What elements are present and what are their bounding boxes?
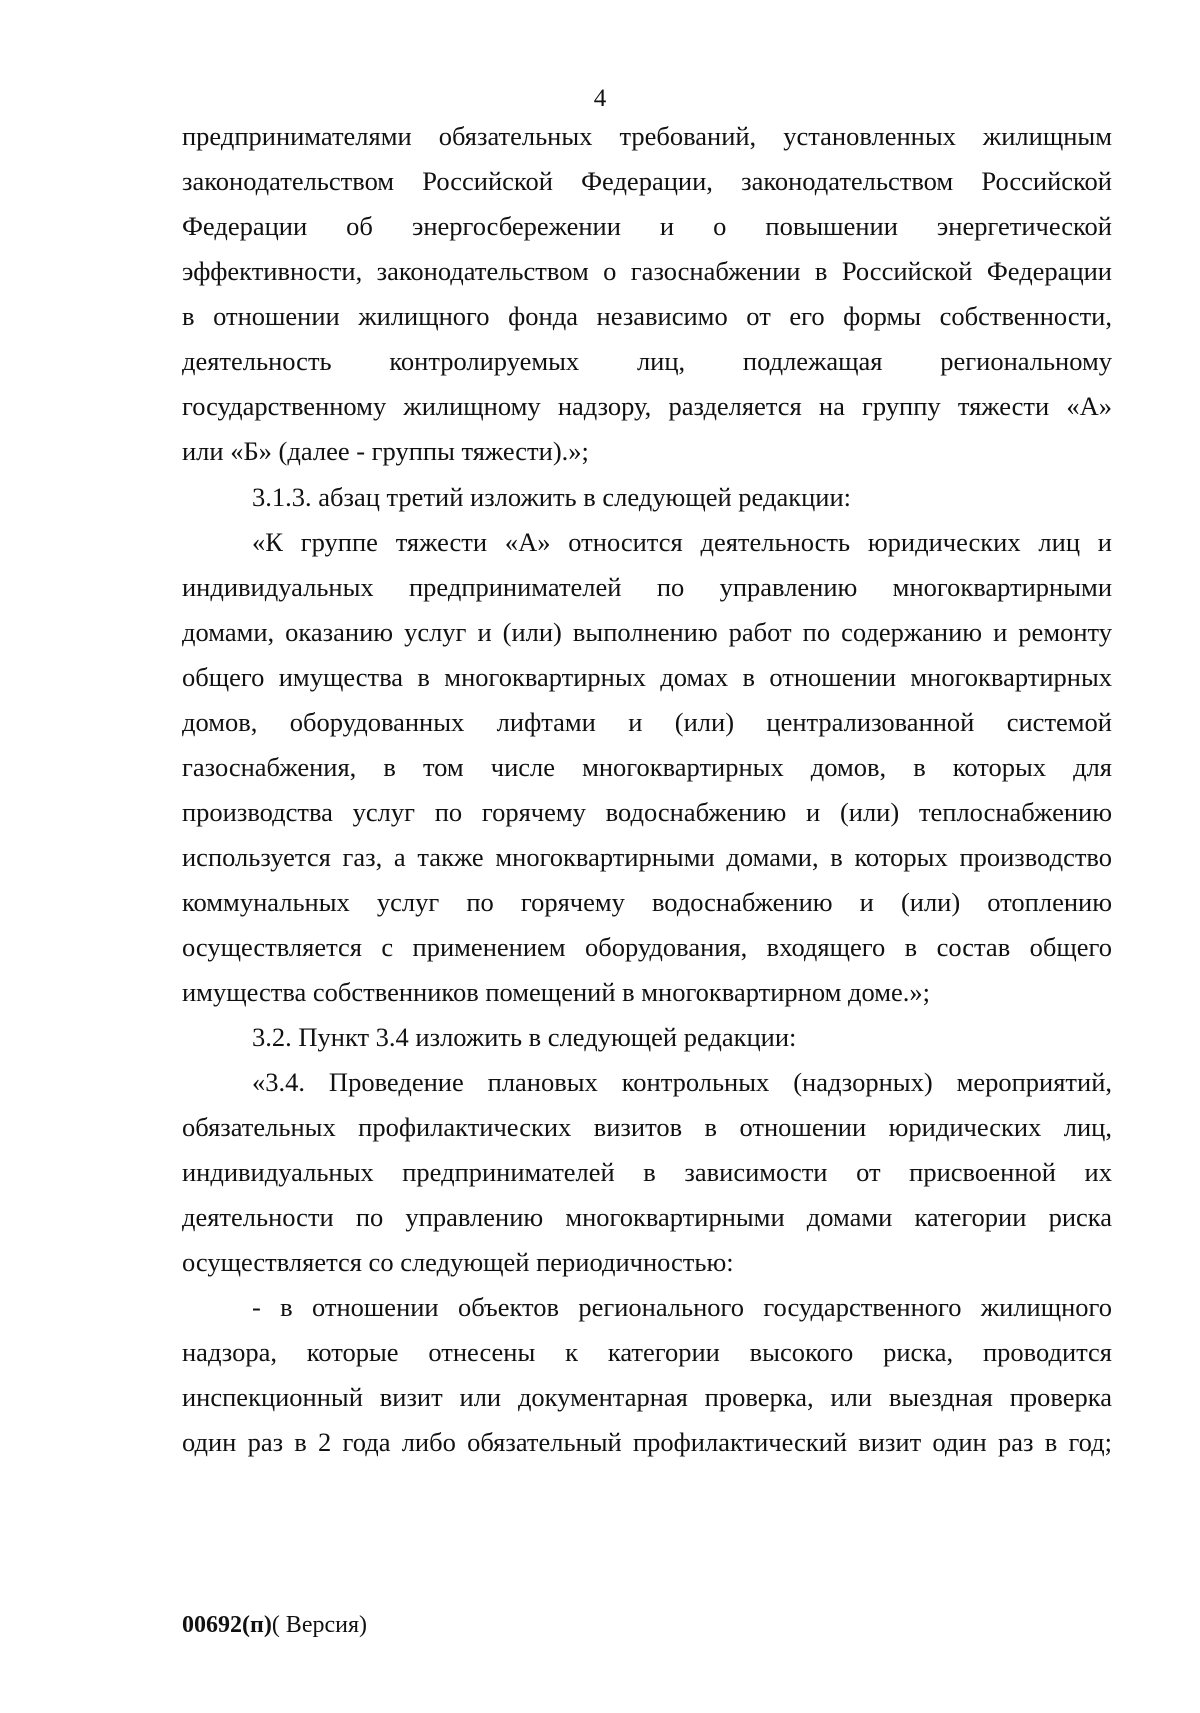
text-line: «3.4. Проведение плановых контрольных (надзорных) мероприятий, bbox=[252, 1067, 1112, 1097]
text-line: предпринимателями обязательных требований, установленных жилищным bbox=[182, 121, 1112, 151]
text-line: коммунальных услуг по горячему водоснабжению и (или) отоплению bbox=[182, 887, 1112, 917]
text-line: деятельность контролируемых лиц, подлежащая региональному bbox=[182, 346, 1112, 376]
text-line: 3.1.3. абзац третий изложить в следующей редакции: bbox=[252, 482, 851, 512]
text-line: имущества собственников помещений в многоквартирном доме.»; bbox=[182, 977, 930, 1007]
text-line: используется газ, а также многоквартирными домами, в которых производство bbox=[182, 842, 1112, 872]
text-line: - в отношении объектов регионального государственного жилищного bbox=[252, 1292, 1112, 1322]
document-version: ( Версия) bbox=[271, 1612, 367, 1638]
text-line: один раз в 2 года либо обязательный профилактический визит один раз в год; bbox=[182, 1427, 1112, 1457]
text-line: «К группе тяжести «А» относится деятельность юридических лиц и bbox=[252, 527, 1112, 557]
text-line: в отношении жилищного фонда независимо от его формы собственности, bbox=[182, 301, 1112, 331]
text-line: инспекционный визит или документарная проверка, или выездная проверка bbox=[182, 1382, 1112, 1412]
text-line: производства услуг по горячему водоснабжению и (или) теплоснабжению bbox=[182, 797, 1112, 827]
page-number: 4 bbox=[593, 85, 607, 112]
text-line: осуществляется со следующей периодичностью: bbox=[182, 1247, 734, 1277]
text-line: индивидуальных предпринимателей по управлению многоквартирными bbox=[182, 572, 1112, 602]
text-line: обязательных профилактических визитов в отношении юридических лиц, bbox=[182, 1112, 1112, 1142]
text-line: Федерации об энергосбережении и о повышении энергетической bbox=[182, 211, 1112, 241]
text-line: общего имущества в многоквартирных домах в отношении многоквартирных bbox=[182, 662, 1112, 692]
text-line: надзора, которые отнесены к категории высокого риска, проводится bbox=[182, 1337, 1112, 1367]
text-line: домов, оборудованных лифтами и (или) централизованной системой bbox=[182, 707, 1112, 737]
text-line: эффективности, законодательством о газоснабжении в Российской Федерации bbox=[182, 256, 1112, 286]
text-line: государственному жилищному надзору, разделяется на группу тяжести «А» bbox=[182, 391, 1112, 421]
text-line: деятельности по управлению многоквартирными домами категории риска bbox=[182, 1202, 1112, 1232]
text-line: газоснабжения, в том числе многоквартирных домов, в которых для bbox=[182, 752, 1112, 782]
text-line: домами, оказанию услуг и (или) выполнению работ по содержанию и ремонту bbox=[182, 617, 1112, 647]
document-code: 00692(п) bbox=[182, 1612, 272, 1638]
text-line: 3.2. Пункт 3.4 изложить в следующей редакции: bbox=[252, 1022, 797, 1052]
text-line: индивидуальных предпринимателей в зависимости от присвоенной их bbox=[182, 1157, 1112, 1187]
text-line: законодательством Российской Федерации, законодательством Российской bbox=[182, 166, 1112, 196]
text-line: осуществляется с применением оборудования, входящего в состав общего bbox=[182, 932, 1112, 962]
text-line: или «Б» (далее - группы тяжести).»; bbox=[182, 436, 589, 466]
document-footer bbox=[182, 1610, 367, 1640]
